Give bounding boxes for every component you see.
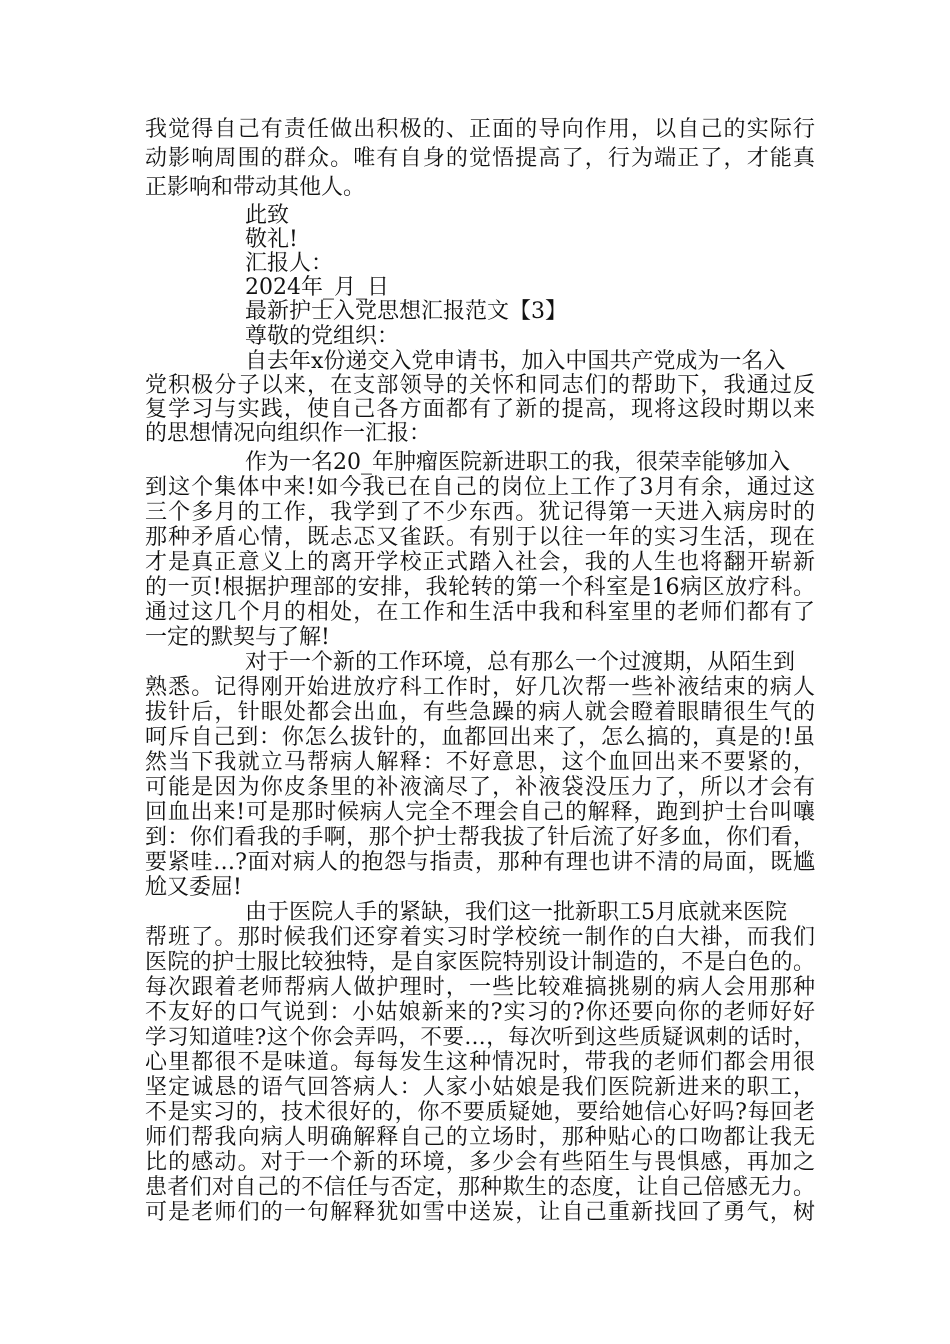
text-line: 那种矛盾心情，既忐忑又雀跃。有别于以往一年的实习生活，现在 [145,525,815,550]
text-line: 比的感动。对于一个新的环境，多少会有些陌生与畏惧感，再加之 [145,1150,815,1175]
text-line: 回血出来!可是那时候病人完全不理会自己的解释，跑到护士台叫嚷 [145,800,815,825]
text-line: 尬又委屈! [145,875,242,900]
text-line: 可能是因为你皮条里的补液滴尽了，补液袋没压力了，所以才会有 [145,775,815,800]
closing-regards: 敬礼! [245,227,298,252]
greeting: 尊敬的党组织： [245,324,400,349]
text-line: 自去年x份递交入党申请书，加入中国共产党成为一名入 [245,349,786,374]
text-line: 通过这几个月的相处，在工作和生活中我和科室里的老师们都有了 [145,600,815,625]
text-line: 的一页!根据护理部的安排，我轮转的第一个科室是16病区放疗科。 [145,575,815,600]
text-line: 作为一名20_年肿瘤医院新进职工的我，很荣幸能够加入 [245,450,790,475]
text-line: 坚定诚恳的语气回答病人：人家小姑娘是我们医院新进来的职工， [145,1075,815,1100]
text-line: 到：你们看我的手啊，那个护士帮我拔了针后流了好多血，你们看， [145,825,815,850]
report-date: 2024年_月_日 [245,275,389,300]
text-line: 不友好的口气说到：小姑娘新来的?实习的?你还要向你的老师好好 [145,1000,815,1025]
reporter-label: 汇报人： [245,251,334,276]
text-line: 每次跟着老师帮病人做护理时，一些比较难搞挑剔的病人会用那种 [145,975,815,1000]
text-line: 不是实习的，技术很好的，你不要质疑她，要给她信心好吗?每回老 [145,1100,815,1125]
text-line: 到这个集体中来!如今我已在自己的岗位上工作了3月有余，通过这 [145,475,815,500]
text-line: 动影响周围的群众。唯有自身的觉悟提高了，行为端正了，才能真 [145,146,815,171]
text-line: 帮班了。那时候我们还穿着实习时学校统一制作的白大褂，而我们 [145,925,815,950]
text-line: 三个多月的工作，我学到了不少东西。犹记得第一天进入病房时的 [145,500,815,525]
text-line: 的思想情况向组织作一汇报： [145,421,432,446]
text-line: 医院的护士服比较独特，是自家医院特别设计制造的，不是白色的。 [145,950,815,975]
text-line: 可是老师们的一句解释犹如雪中送炭，让自己重新找回了勇气，树 [145,1200,815,1225]
text-line: 由于医院人手的紧缺，我们这一批新职工5月底就来医院 [245,900,787,925]
text-line: 学习知道哇?这个你会弄吗，不要…，每次听到这些质疑讽刺的话时， [145,1025,815,1050]
text-line: 复学习与实践，使自己各方面都有了新的提高，现将这段时期以来 [145,397,815,422]
text-line: 师们帮我向病人明确解释自己的立场时，那种贴心的口吻都让我无 [145,1125,815,1150]
text-line: 熟悉。记得刚开始进放疗科工作时，好几次帮一些补液结束的病人 [145,675,815,700]
text-line: 才是真正意义上的离开学校正式踏入社会，我的人生也将翻开崭新 [145,550,815,575]
text-line: 对于一个新的工作环境，总有那么一个过渡期，从陌生到 [245,650,796,675]
text-line: 要紧哇…?面对病人的抱怨与指责，那种有理也讲不清的局面，既尴 [145,850,815,875]
text-line: 党积极分子以来，在支部领导的关怀和同志们的帮助下，我通过反 [145,373,815,398]
closing-salutation: 此致 [245,203,290,228]
text-line: 一定的默契与了解! [145,625,330,650]
text-line: 呵斥自己到：你怎么拔针的，血都回出来了，怎么搞的，真是的!虽 [145,725,815,750]
text-line: 拔针后，针眼处都会出血，有些急躁的病人就会瞪着眼睛很生气的 [145,700,815,725]
text-line: 患者们对自己的不信任与否定，那种欺生的态度，让自己倍感无力。 [145,1175,815,1200]
text-line: 正影响和带动其他人。 [145,175,366,200]
text-line: 我觉得自己有责任做出积极的、正面的导向作用，以自己的实际行 [145,117,815,142]
text-line: 心里都很不是味道。每每发生这种情况时，带我的老师们都会用很 [145,1050,815,1075]
text-line: 然当下我就立马帮病人解释：不好意思，这个血回出来不要紧的， [145,750,815,775]
section-title: 最新护士入党思想汇报范文【3】 [245,299,567,324]
